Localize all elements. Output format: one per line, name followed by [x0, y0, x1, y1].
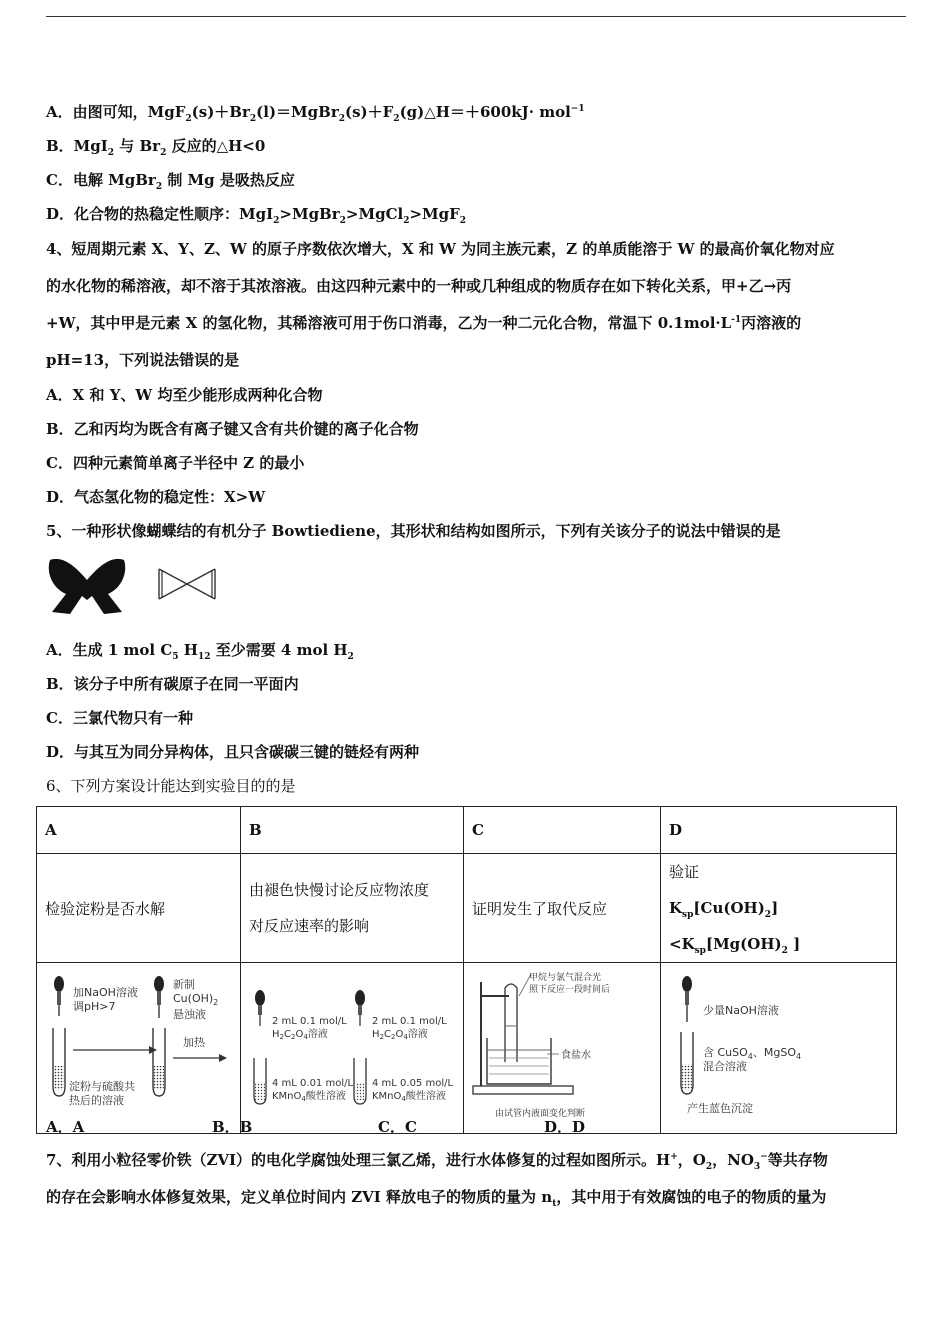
svg-text:悬浊液: 悬浊液 [172, 1008, 206, 1021]
figure-c-substitution-test [465, 966, 659, 1126]
q4-option-a: A．X 和 Y、W 均至少能形成两种化合物 [46, 386, 323, 404]
q6-answer-d: D．D [544, 1118, 586, 1136]
svg-text:含 CuSO4、MgSO4: 含 CuSO$_4$、MgSO$_4$ [702, 1046, 801, 1061]
figure-d-ksp-test [663, 966, 895, 1126]
bowtie-shape-figure [46, 554, 128, 616]
q3-option-b: B．MgI$_2$ 与 $Br_2$ 反应的△H<0 [46, 137, 266, 158]
header-rule [46, 16, 906, 17]
q4-stem-line-1: 4、短周期元素 X、Y、Z、W 的原子序数依次增大，X 和 W 为同主族元素，Z 的单质能溶于 W 的最高价氧化物对应 [46, 240, 835, 258]
svg-text:甲烷与氯气混合光: 甲烷与氯气混合光 [529, 973, 602, 983]
svg-text:照下反应一段时间后: 照下反应一段时间后 [529, 985, 611, 995]
svg-text:新制: 新制 [172, 978, 195, 991]
svg-text:淀粉与硫酸共: 淀粉与硫酸共 [68, 1080, 135, 1093]
q5-option-d: D．与其互为同分异构体，且只含碳碳三键的链烃有两种 [46, 743, 420, 761]
svg-text:2 mL 0.1 mol/L: 2 mL 0.1 mol/L [372, 1016, 447, 1027]
q3-option-a: A．由图可知，$MgF_2(s)+Br_2(l)=MgBr_2(s)+F_2(g)\triangle H=+600kJ\cdot mol^{-1}$ [46, 103, 585, 124]
q5-option-c: C．三氯代物只有一种 [46, 709, 193, 727]
q4-stem-line-3: +W，其中甲是元素 X 的氢化物，其稀溶液可用于伤口消毒，乙为一种二元化合物，常温下 $0.1mol\cdot L^{-1}$丙溶液的 [46, 314, 802, 332]
q6-answer-a: A．A [46, 1118, 85, 1136]
svg-text:由试管内液面变化判断: 由试管内液面变化判断 [495, 1109, 586, 1119]
bowtie-structure-figure [156, 566, 218, 602]
svg-text:Cu(OH)2: $Cu(OH)_2$ [172, 992, 218, 1007]
purpose-a: 检验淀粉是否水解 [37, 854, 241, 963]
q6-answer-c: C．C [378, 1118, 417, 1136]
figure-d-cell [661, 963, 897, 1134]
q5-option-a: A．生成 1 mol $C_5$ $H_{12}$ 至少需要 4 mol $H_2$ [46, 641, 354, 662]
svg-text:食盐水: 食盐水 [561, 1050, 591, 1061]
svg-text:少量NaOH溶液: 少量NaOH溶液 [702, 1004, 779, 1017]
q3-option-c: C．电解 MgBr$_2$ 制 Mg 是吸热反应 [46, 171, 295, 192]
svg-text:产生蓝色沉淀: 产生蓝色沉淀 [686, 1102, 753, 1115]
col-header-a: A [37, 807, 241, 854]
experiment-table [36, 806, 897, 1134]
purpose-b: 由褪色快慢讨论反应物浓度 对反应速率的影响 [241, 854, 464, 963]
col-header-c: C [464, 807, 661, 854]
svg-text:加NaOH溶液: 加NaOH溶液 [72, 986, 138, 999]
q4-stem-line-4: pH=13，下列说法错误的是 [46, 351, 240, 369]
col-header-d: D [661, 807, 897, 854]
col-header-b: B [241, 807, 464, 854]
svg-text:热后的溶液: 热后的溶液 [68, 1094, 124, 1107]
figure-a-starch-test [39, 966, 239, 1126]
q3-option-d: D．化合物的热稳定性顺序：MgI$_2$>MgBr$_2$>MgCl$_2$>MgF$_2$ [46, 205, 467, 226]
q4-option-b: B．乙和丙均为既含有离子键又含有共价键的离子化合物 [46, 420, 419, 438]
q4-option-d: D．气态氢化物的稳定性：X>W [46, 488, 266, 506]
svg-text:4 mL 0.05 mol/L: 4 mL 0.05 mol/L [372, 1078, 454, 1089]
q5-option-b: B．该分子中所有碳原子在同一平面内 [46, 675, 299, 693]
q6-answer-b: B．B [212, 1118, 253, 1136]
svg-text:H2C2O4溶液: $H_2C_2O_4$溶液 [372, 1029, 428, 1041]
q4-option-c: C．四种元素简单离子半径中 Z 的最小 [46, 454, 305, 472]
svg-text:KMnO4酸性溶液: KMnO$_4$酸性溶液 [372, 1091, 446, 1103]
q7-stem-line-1: 7、利用小粒径零价铁（ZVI）的电化学腐蚀处理三氯乙烯，进行水体修复的过程如图所示。H+，$O_2$，$NO_3^-$等共存物 [46, 1151, 828, 1172]
q4-stem-line-2: 的水化物的稀溶液，却不溶于其浓溶液。由这四种元素中的一种或几种组成的物质存在如下转化关系，甲+乙→丙 [46, 277, 792, 295]
purpose-d: 验证 $K_{sp}[Cu(OH)_2]<K_{sp}[Mg(OH)_2$ ] [661, 854, 897, 963]
figure-c-cell [464, 963, 661, 1134]
q7-stem-line-2: 的存在会影响水体修复效果，定义单位时间内 ZVI 释放电子的物质的量为 $n_t$，其中用于有效腐蚀的电子的物质的量为 [46, 1188, 827, 1209]
figure-b-rate-test [242, 966, 462, 1126]
svg-text:KMnO4酸性溶液: KMnO$_4$酸性溶液 [272, 1091, 346, 1103]
figure-a-cell [37, 963, 241, 1134]
q5-stem: 5、一种形状像蝴蝶结的有机分子 Bowtiediene，其形状和结构如图所示，下列有关该分子的说法中错误的是 [46, 522, 781, 540]
svg-text:加热: 加热 [182, 1036, 205, 1049]
svg-text:调pH>7: 调pH>7 [72, 1000, 115, 1013]
svg-text:4 mL 0.01 mol/L: 4 mL 0.01 mol/L [272, 1078, 354, 1089]
svg-text:2 mL 0.1 mol/L: 2 mL 0.1 mol/L [272, 1016, 347, 1027]
svg-text:H2C2O4溶液: $H_2C_2O_4$溶液 [272, 1029, 328, 1041]
q6-stem: 6、下列方案设计能达到实验目的的是 [46, 777, 296, 795]
figure-b-cell [241, 963, 464, 1134]
svg-text:混合溶液: 混合溶液 [702, 1060, 747, 1073]
purpose-c: 证明发生了取代反应 [464, 854, 661, 963]
